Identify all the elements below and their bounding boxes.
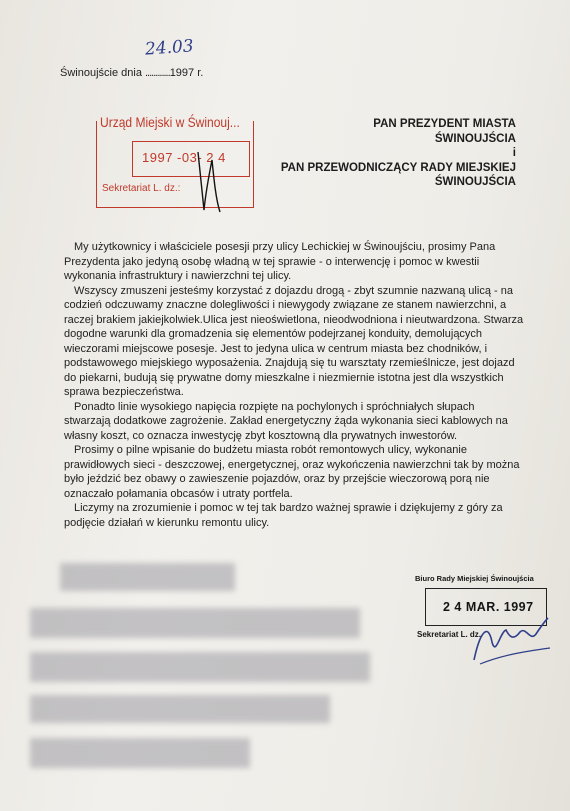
date-line (60, 67, 203, 79)
recipient-line: i (512, 147, 516, 160)
date-dots: ............ (145, 67, 170, 79)
redacted-block (30, 695, 330, 723)
body-paragraph: Ponadto linie wysokiego napięcia rozpięte na pochylonych i spróchniałych słupach stwarzają dodatkowe zagrożenie. Zakład energetyczny żąda wykonania sieci kablowych na własny koszt, co oznacza inwestycję zbyt kosztowną dla prywatnych inwestorów. (64, 400, 508, 442)
body-paragraph: My użytkownicy i właściciele posesji przy ulicy Lechickiej w Świnoujściu, prosimy Pana Prezydenta jako jedyną osobę władną w tej sprawie - o interwencję i pomoc w kwestii wykonania infrastruktury i nawierzchni tej ulicy. (64, 241, 496, 282)
stamp-office-name: Urząd Miejski w Świnouj... (100, 114, 240, 130)
stamp-date: 1997 -03- 2 4 (142, 150, 226, 165)
recipient-line: ŚWINOUJŚCIA (434, 176, 516, 189)
stamp-secretariat: Sekretariat L. dz.: (102, 183, 181, 194)
handwritten-date: 24.03 (144, 36, 195, 60)
redacted-block (30, 608, 360, 638)
recipient-line: ŚWINOUJŚCIA (434, 132, 516, 145)
bureau-stamp-header: Biuro Rady Miejskiej Świnoujścia (415, 574, 534, 583)
bureau-stamp-date: 2 4 MAR. 1997 (443, 600, 534, 614)
body-paragraph: Prosimy o pilne wpisanie do budżetu miasta robót remontowych ulicy, wykonanie prawidłowych sieci - deszczowej, energetycznej, oraz wykończenia nawierzchni tak by można było jeździć bez obawy o zawieszenie pojazdów, oraz by przejście wieczorową porą nie oznaczało połamania obcasów i utraty portfela. (64, 444, 520, 500)
year-suffix: 1997 r. (169, 67, 204, 79)
letter-body (64, 240, 524, 530)
redacted-block (30, 738, 250, 768)
recipient-line: PAN PREZYDENT MIASTA (373, 118, 516, 130)
signature-mark (470, 612, 560, 670)
place-prefix: Świnoujście dnia (60, 67, 142, 79)
body-paragraph: Wszyscy zmuszeni jesteśmy korzystać z dojazdu drogą - zbyt szumnie nazwaną ulicą - na codzień odczuwamy znaczne dolegliwości i niewygody związane ze stanem nawierzchni, a raczej brakiem jakiejkolwiek.Ulica jest nieoświetlona, nieodwodniona i nieutwardzona. Stwarza dogodne warunki dla gromadzenia się elementów podejrzanej konduity, demolujących wieczorami miejscowe posesje. Jest to jedyna ulica w centrum miasta bez chodników, i podstawowego miejskiego wyposażenia. Znajdują się tu warsztaty rzemieślnicze, jest dojazd do piekarni, budują się prywatne domy mieszkalne i niezmiernie istotna jest dla wszystkich sprawa bezpieczeństwa. (64, 284, 524, 398)
recipient-line: PAN PRZEWODNICZĄCY RADY MIEJSKIEJ (280, 161, 516, 174)
signature-mark (180, 150, 240, 220)
bureau-stamp-secretariat: Sekretariat L. dz. (417, 630, 482, 639)
redacted-block (30, 652, 370, 682)
body-paragraph: Liczymy na zrozumienie i pomoc w tej tak bardzo ważnej sprawie i dziękujemy z góry za podjęcie działań w kierunku remontu ulicy. (64, 502, 503, 529)
redacted-block (60, 563, 235, 591)
recipients-block (260, 117, 516, 190)
